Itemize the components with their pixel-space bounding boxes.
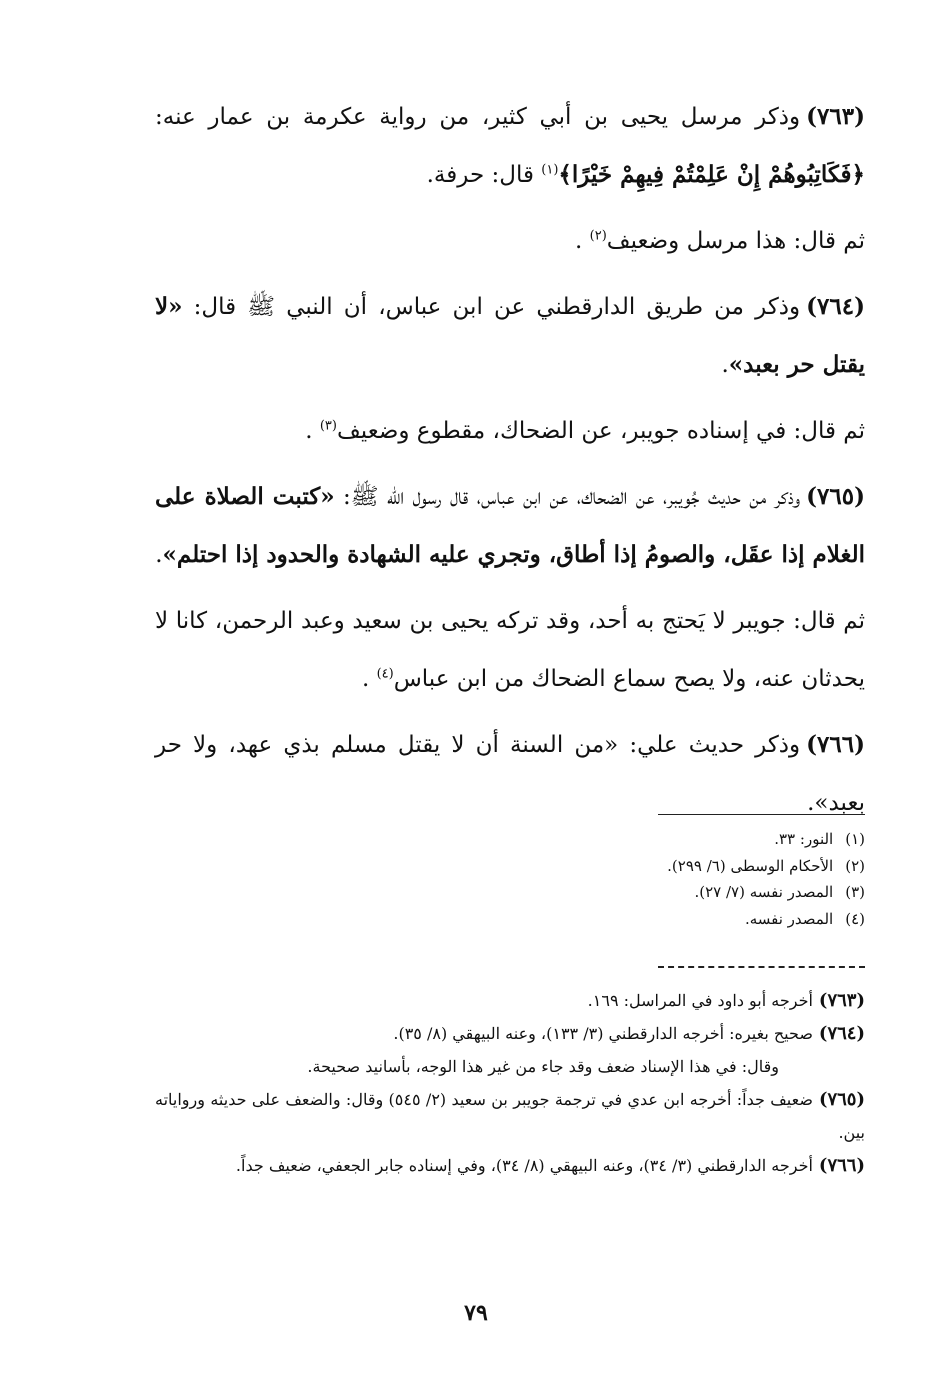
footnote-item bbox=[500, 853, 865, 880]
takhrij-continuation: وقال: في هذا الإسناد ضعف وقد جاء من غير هذا الوجه، بأسانيد صحيحة. bbox=[307, 1057, 779, 1076]
entry-764 bbox=[155, 278, 865, 394]
footnote-number: (٤) bbox=[845, 909, 865, 928]
ruling-text: ثم قال: جويبر لا يَحتج به أحد، وقد تركه يحيى بن سعيد وعبد الرحمن، كانا لا يحدثان عنه، ولا يصح سماع الضحاك من ابن عباس bbox=[155, 608, 865, 692]
ruling-end: . bbox=[305, 418, 320, 444]
hadith-text: «كتبت الصلاة على الغلام إذا عقَل، والصومُ إذا أطاق، وتجري عليه الشهادة والحدود إذا احتلم» bbox=[155, 483, 865, 568]
takhrij-text: أخرجه أبو داود في المراسل: ١٦٩. bbox=[587, 991, 813, 1010]
main-text bbox=[155, 88, 865, 840]
ruling-765 bbox=[155, 592, 865, 708]
footnotes bbox=[500, 826, 865, 932]
entry-763 bbox=[155, 88, 865, 204]
takhrij-text: صحيح بغيره: أخرجه الدارقطني (٣/ ١٣٣)، وعنه البيهقي (٨/ ٣٥). bbox=[393, 1024, 813, 1043]
footnote-text: النور: ٣٣. bbox=[774, 830, 834, 848]
ruling-764 bbox=[155, 402, 865, 460]
takhrij-divider bbox=[658, 966, 865, 968]
hadith-text: «لا يقتل حر بعبد» bbox=[155, 293, 865, 378]
entry-text-end: . bbox=[721, 352, 729, 378]
takhrij-notes bbox=[155, 984, 865, 1182]
takhrij-text: ضعيف جداً: أخرجه ابن عدي في ترجمة جويبر بن سعيد (٢/ ٥٤٥) وقال: والضعف على حديثه ورواياته بين. bbox=[155, 1090, 865, 1142]
takhrij-item bbox=[155, 1149, 865, 1182]
footnote-number: (١) bbox=[845, 830, 865, 848]
footnote-marker: (٤) bbox=[376, 666, 394, 682]
footnote-item bbox=[500, 826, 865, 853]
takhrij-item bbox=[155, 1017, 865, 1050]
entry-number: (٧٦٣) bbox=[806, 103, 865, 130]
footnote-item bbox=[500, 906, 865, 933]
footnote-marker: (١) bbox=[541, 162, 559, 178]
entry-number: (٧٦٦) bbox=[806, 731, 865, 758]
footnote-number: (٣) bbox=[845, 883, 865, 901]
entry-text: وذكر مرسل يحيى بن أبي كثير، من رواية عكرمة بن عمار عنه: bbox=[155, 104, 801, 130]
ruling-763 bbox=[155, 212, 865, 270]
footnote-marker: (٣) bbox=[319, 418, 337, 434]
entry-text: وذكر من طريق الدارقطني عن ابن عباس، أن النبي ﷺ قال: bbox=[182, 294, 801, 320]
takhrij-item bbox=[155, 984, 865, 1017]
takhrij-number: (٧٦٤) bbox=[818, 1023, 865, 1044]
page-number: ٧٩ bbox=[464, 1300, 488, 1326]
entry-number: (٧٦٤) bbox=[806, 293, 865, 320]
entry-text: وذكر من حديث جُويبر، عن الضحاك، عن ابن عباس، قال رسول الله ﷺ: bbox=[334, 484, 801, 510]
quran-verse: ﴿فَكَاتِبُوهُمْ إِنْ عَلِمْتُمْ فِيهِمْ خَيْرًا﴾ bbox=[558, 161, 865, 188]
footnote-text: الأحكام الوسطى (٦/ ٢٩٩). bbox=[667, 856, 834, 875]
entry-text-end: قال: حرفة. bbox=[426, 162, 542, 188]
entry-text: وذكر حديث علي: «من السنة أن لا يقتل مسلم بذي عهد، ولا حر بعبد». bbox=[155, 732, 865, 816]
ruling-text: ثم قال: في إسناده جويبر، عن الضحاك، مقطوع وضعيف bbox=[336, 418, 865, 444]
footnote-text: المصدر نفسه. bbox=[744, 909, 834, 928]
ruling-text: ثم قال: هذا مرسل وضعيف bbox=[606, 228, 865, 254]
footnote-marker: (٢) bbox=[589, 228, 607, 244]
takhrij-item bbox=[155, 1083, 865, 1149]
footnote-text: المصدر نفسه (٧/ ٢٧). bbox=[694, 883, 834, 901]
takhrij-number: (٧٦٦) bbox=[818, 1155, 865, 1176]
takhrij-text: أخرجه الدارقطني (٣/ ٣٤)، وعنه البيهقي (٨/ ٣٤)، وفي إسناده جابر الجعفي، ضعيف جداً. bbox=[235, 1156, 813, 1175]
takhrij-number: (٧٦٥) bbox=[818, 1089, 866, 1110]
ruling-end: . bbox=[575, 228, 590, 254]
footnote-item bbox=[500, 879, 865, 906]
entry-number: (٧٦٥) bbox=[806, 483, 865, 510]
footnote-number: (٢) bbox=[845, 856, 865, 875]
footnote-divider bbox=[658, 814, 865, 815]
entry-text-end: . bbox=[155, 542, 163, 568]
takhrij-number: (٧٦٣) bbox=[818, 990, 865, 1011]
ruling-end: . bbox=[361, 666, 377, 692]
entry-765 bbox=[155, 468, 865, 584]
